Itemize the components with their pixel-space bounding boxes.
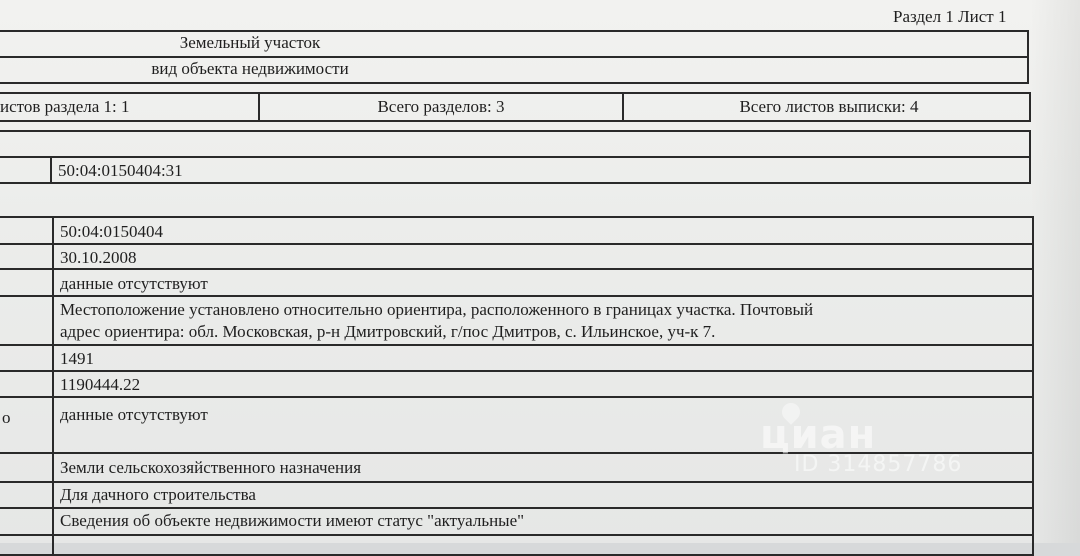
page-shadow [1030, 0, 1080, 543]
divider [52, 216, 54, 556]
registration-date: 30.10.2008 [60, 248, 137, 267]
divider [0, 396, 1034, 398]
object-name: Земельный участок [179, 33, 321, 52]
divider [50, 156, 52, 184]
divider [0, 507, 1034, 509]
divider [0, 534, 1034, 536]
divider [0, 295, 1034, 297]
previous-numbers: данные отсутствуют [60, 274, 208, 293]
divider [0, 243, 1034, 245]
address-line-2: адрес ориентира: обл. Московская, р-н Дмитровский, г/пос Дмитров, с. Ильинское, уч-к 7. [60, 322, 716, 341]
cadastral-value: 1190444.22 [60, 375, 141, 394]
section-sheet-label: Раздел 1 Лист 1 [893, 7, 1007, 26]
watermark-id: ID 314857786 [794, 452, 963, 477]
divider [0, 370, 1034, 372]
address-line-1: Местоположение установлено относительно ориентира, расположенного в границах участка. Почтовый [60, 300, 814, 319]
permitted-use: Для дачного строительства [60, 485, 256, 504]
cadastral-number: 50:04:0150404:31 [58, 161, 183, 180]
row-label-fragment: о [2, 408, 11, 427]
divider [0, 268, 1034, 270]
divider [0, 481, 1034, 483]
divider [0, 344, 1034, 346]
sheets-in-section: истов раздела 1: 1 [0, 97, 130, 116]
watermark [760, 412, 962, 477]
area: 1491 [60, 349, 94, 368]
divider [0, 56, 1029, 58]
total-sections: Всего разделов: 3 [377, 97, 505, 116]
watermark-brand: циан [760, 412, 877, 458]
total-sheets: Всего листов выписки: 4 [739, 97, 919, 116]
property-table [0, 216, 1034, 556]
object-status: Сведения об объекте недвижимости имеют статус "актуальные" [60, 511, 525, 530]
divider [0, 156, 1031, 158]
land-category: Земли сельскохозяйственного назначения [60, 458, 362, 477]
cadastral-quarter: 50:04:0150404 [60, 222, 163, 241]
object-type-label: вид объекта недвижимости [151, 59, 349, 78]
other-numbers: данные отсутствуют [60, 405, 208, 424]
